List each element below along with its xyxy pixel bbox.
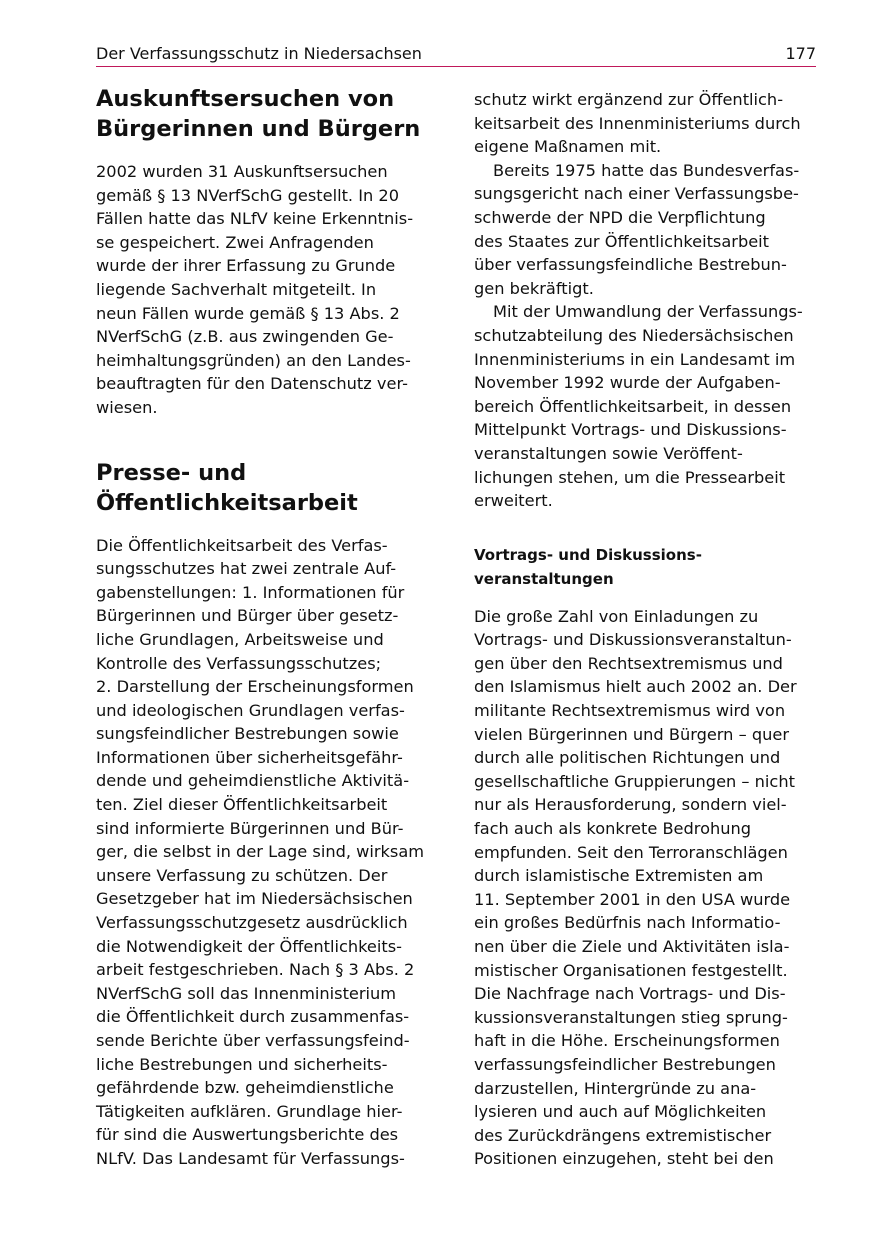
text-line: ten. Ziel dieser Öffentlichkeitsarbeit	[96, 795, 388, 815]
text-line: wiesen.	[96, 397, 158, 417]
section-heading-line: Bürgerinnen und Bürgern	[96, 116, 421, 142]
text-line: nur als Herausforderung, sondern viel-	[474, 795, 787, 815]
section-heading-line: Presse- und	[96, 459, 247, 486]
text-line: lichungen stehen, um die Pressearbeit	[474, 467, 786, 487]
text-line: Die große Zahl von Einladungen zu	[474, 606, 759, 626]
subsection-heading-line: Vortrags- und Diskussions-	[474, 545, 702, 564]
text-line: des Zurückdrängens extremistischer	[474, 1125, 772, 1145]
text-line: nen über die Ziele und Aktivitäten isla-	[474, 937, 790, 956]
text-line: arbeit festgeschrieben. Nach § 3 Abs. 2	[96, 960, 415, 980]
text-line: ger, die selbst in der Lage sind, wirksam	[96, 842, 425, 862]
text-line: für sind die Auswertungsberichte des	[96, 1125, 399, 1145]
running-header-title: Der Verfassungsschutz in Niedersachsen	[96, 44, 422, 63]
text-line: haft in die Höhe. Erscheinungsformen	[474, 1031, 780, 1051]
subsection-heading-line: veranstaltungen	[474, 569, 614, 588]
text-line: dende und geheimdienstliche Aktivitä-	[96, 771, 410, 791]
text-line: liche Grundlagen, Arbeitsweise und	[96, 629, 384, 649]
text-line: NVerfSchG soll das Innenministerium	[96, 983, 397, 1003]
left-column	[96, 84, 441, 1171]
text-line: die Notwendigkeit der Öffentlichkeits-	[96, 936, 403, 956]
text-line: neun Fällen wurde gemäß § 13 Abs. 2	[96, 303, 400, 323]
text-line: liegende Sachverhalt mitgeteilt. In	[96, 279, 377, 299]
text-line: Positionen einzugehen, steht bei den	[474, 1149, 774, 1169]
paragraph	[96, 534, 441, 1171]
page-number: 177	[785, 44, 816, 63]
text-line: NVerfSchG (z.B. aus zwingenden Ge-	[96, 327, 394, 347]
paragraph	[474, 605, 819, 1171]
text-line: sungsschutzes hat zwei zentrale Auf-	[96, 559, 397, 579]
text-line: Die Nachfrage nach Vortrags- und Dis-	[474, 984, 786, 1004]
text-line: gemäß § 13 NVerfSchG gestellt. In 20	[96, 185, 399, 205]
text-line: eigene Maßnamen mit.	[474, 137, 662, 157]
paragraph	[474, 88, 819, 159]
text-line: 2002 wurden 31 Auskunftsersuchen	[96, 162, 388, 181]
paragraph	[474, 159, 819, 301]
text-line: und ideologischen Grundlagen verfas-	[96, 700, 405, 720]
paragraph	[96, 160, 441, 420]
right-column	[474, 88, 819, 1171]
section-heading	[96, 84, 441, 144]
text-line: die Öffentlichkeit durch zusammenfas-	[96, 1007, 410, 1027]
text-line: Informationen über sicherheitsgefähr-	[96, 747, 403, 767]
section-heading-line: Auskunftsersuchen von	[96, 86, 395, 112]
text-line: empfunden. Seit den Terroranschlägen	[474, 842, 788, 862]
text-line: über verfassungsfeindliche Bestrebun-	[474, 255, 787, 275]
text-line: gen bekräftigt.	[474, 278, 594, 298]
text-line: NLfV. Das Landesamt für Verfassungs-	[96, 1148, 405, 1168]
text-line: bereich Öffentlichkeitsarbeit, in dessen	[474, 396, 792, 416]
text-line: Die Öffentlichkeitsarbeit des Verfas-	[96, 535, 388, 555]
subsection-heading	[474, 543, 819, 591]
text-line: schutzabteilung des Niedersächsischen	[474, 325, 794, 345]
text-line: des Staates zur Öffentlichkeitsarbeit	[474, 231, 770, 251]
text-line: Bereits 1975 hatte das Bundesverfas-	[493, 160, 800, 180]
text-line: sende Berichte über verfassungsfeind-	[96, 1031, 410, 1050]
text-line: keitsarbeit des Innenministeriums durch	[474, 113, 801, 133]
text-line: unsere Verfassung zu schützen. Der	[96, 865, 388, 885]
text-line: Vortrags- und Diskussionsveranstaltun-	[474, 630, 792, 650]
text-line: sungsgericht nach einer Verfassungsbe-	[474, 184, 799, 204]
text-line: fach auch als konkrete Bedrohung	[474, 819, 752, 839]
text-line: veranstaltungen sowie Veröffent-	[474, 443, 743, 463]
running-header	[96, 42, 816, 67]
text-line: heimhaltungsgründen) an den Landes-	[96, 350, 411, 370]
text-line: durch islamistische Extremisten am	[474, 866, 764, 886]
section-heading	[96, 458, 441, 518]
text-line: Mittelpunkt Vortrags- und Diskussions-	[474, 420, 787, 440]
text-line: sind informierte Bürgerinnen und Bür-	[96, 818, 404, 838]
text-line: sungsfeindlicher Bestrebungen sowie	[96, 724, 399, 744]
text-line: militante Rechtsextremismus wird von	[474, 701, 786, 721]
text-line: 2. Darstellung der Erscheinungsformen	[96, 677, 414, 697]
text-line: Mit der Umwandlung der Verfassungs-	[493, 302, 803, 322]
text-line: Innenministeriums in ein Landesamt im	[474, 349, 796, 369]
text-line: November 1992 wurde der Aufgaben-	[474, 373, 781, 393]
paragraph	[474, 300, 819, 512]
text-line: liche Bestrebungen und sicherheits-	[96, 1054, 388, 1074]
text-line: darzustellen, Hintergründe zu ana-	[474, 1078, 757, 1098]
text-line: gefährdende bzw. geheimdienstliche	[96, 1078, 394, 1098]
text-line: verfassungsfeindlicher Bestrebungen	[474, 1054, 776, 1074]
text-line: Gesetzgeber hat im Niedersächsischen	[96, 889, 413, 909]
text-line: Fällen hatte das NLfV keine Erkenntnis-	[96, 209, 414, 229]
text-line: Verfassungsschutzgesetz ausdrücklich	[96, 913, 408, 933]
text-line: erweitert.	[474, 491, 553, 511]
text-line: gen über den Rechtsextremismus und	[474, 653, 783, 673]
text-line: Tätigkeiten aufklären. Grundlage hier-	[96, 1101, 403, 1121]
text-line: gesellschaftliche Gruppierungen – nicht	[474, 771, 795, 791]
text-line: wurde der ihrer Erfassung zu Grunde	[96, 256, 396, 276]
text-line: schutz wirkt ergänzend zur Öffentlich-	[474, 90, 784, 109]
text-line: den Islamismus hielt auch 2002 an. Der	[474, 677, 797, 697]
text-line: lysieren und auch auf Möglichkeiten	[474, 1102, 767, 1122]
text-line: 11. September 2001 in den USA wurde	[474, 889, 791, 909]
section-heading-line: Öffentlichkeitsarbeit	[96, 489, 358, 516]
text-line: mistischer Organisationen festgestellt.	[474, 960, 788, 980]
text-line: Bürgerinnen und Bürger über gesetz-	[96, 606, 399, 626]
text-line: gabenstellungen: 1. Informationen für	[96, 582, 405, 602]
text-line: Kontrolle des Verfassungsschutzes;	[96, 653, 382, 673]
text-line: schwerde der NPD die Verpflichtung	[474, 207, 766, 227]
text-line: durch alle politischen Richtungen und	[474, 748, 781, 768]
text-line: ein großes Bedürfnis nach Informatio-	[474, 913, 781, 933]
text-line: se gespeichert. Zwei Anfragenden	[96, 232, 374, 252]
text-line: kussionsveranstaltungen stieg sprung-	[474, 1007, 788, 1027]
text-line: vielen Bürgerinnen und Bürgern – quer	[474, 724, 789, 744]
text-line: beauftragten für den Datenschutz ver-	[96, 374, 408, 394]
